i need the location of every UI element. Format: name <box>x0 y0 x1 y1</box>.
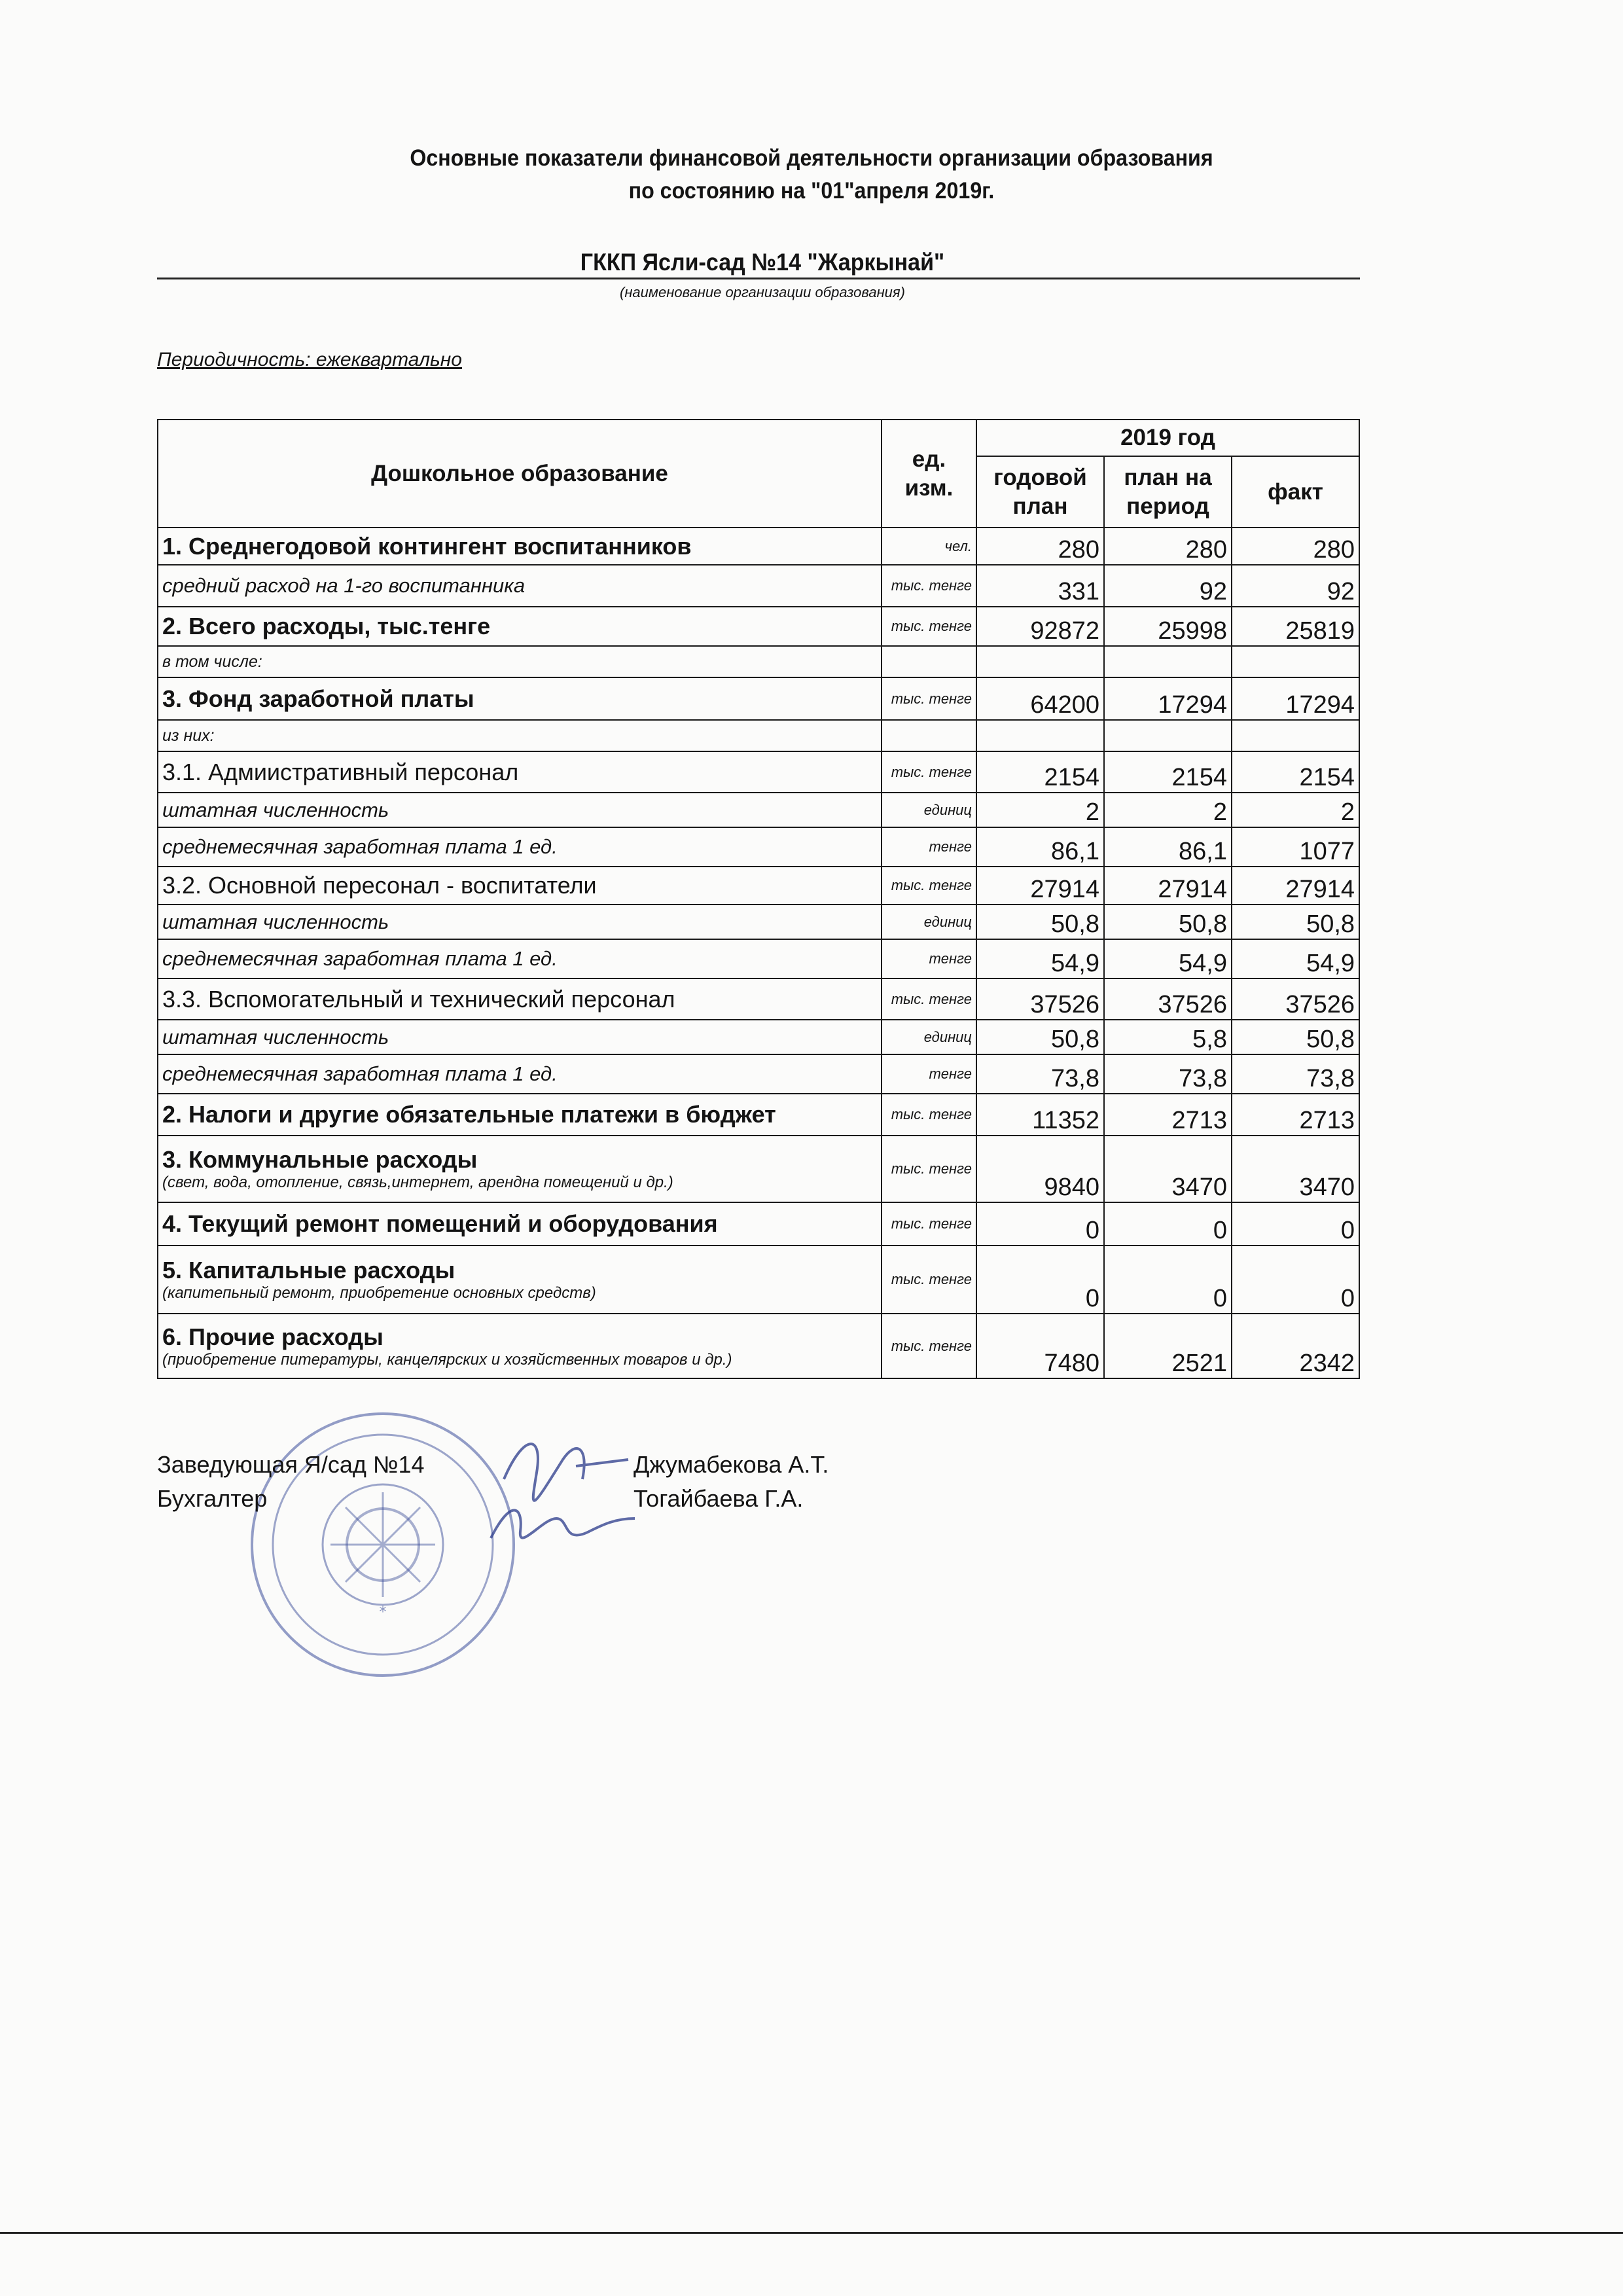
row-period <box>1104 646 1232 677</box>
row-name: среднемесячная заработная плата 1 ед. <box>158 827 882 867</box>
row-period: 92 <box>1104 565 1232 607</box>
table-row <box>158 939 1359 978</box>
row-unit: тыс. тенге <box>882 751 976 793</box>
svg-text:*: * <box>379 1604 387 1621</box>
table-row <box>158 528 1359 565</box>
table-row <box>158 607 1359 646</box>
row-fact: 92 <box>1232 565 1359 607</box>
table-row <box>158 677 1359 720</box>
row-fact: 280 <box>1232 528 1359 565</box>
row-annual: 2154 <box>976 751 1104 793</box>
row-unit: тенге <box>882 939 976 978</box>
document-title-line2: по состоянию на "01"апреля 2019г. <box>628 178 995 204</box>
financial-indicators-table <box>157 419 1360 1379</box>
accountant-title: Бухгалтер <box>157 1485 268 1513</box>
signature-names <box>633 1448 829 1516</box>
row-unit: тенге <box>882 1054 976 1094</box>
row-unit <box>882 646 976 677</box>
row-annual: 9840 <box>976 1136 1104 1202</box>
row-period: 5,8 <box>1104 1020 1232 1054</box>
table-row <box>158 905 1359 939</box>
row-period: 86,1 <box>1104 827 1232 867</box>
table-row <box>158 565 1359 607</box>
row-period: 2 <box>1104 793 1232 827</box>
table-row <box>158 978 1359 1020</box>
row-annual: 86,1 <box>976 827 1104 867</box>
row-fact: 2342 <box>1232 1314 1359 1378</box>
row-annual <box>976 646 1104 677</box>
row-annual: 11352 <box>976 1094 1104 1136</box>
header-name-column: Дошкольное образование <box>158 420 882 528</box>
row-unit: тыс. тенге <box>882 1136 976 1202</box>
row-annual: 0 <box>976 1202 1104 1246</box>
organization-caption: (наименование организации образования) <box>620 284 905 300</box>
table-row <box>158 1136 1359 1202</box>
row-period: 2713 <box>1104 1094 1232 1136</box>
table-row <box>158 793 1359 827</box>
row-unit: тыс. тенге <box>882 867 976 905</box>
row-period: 73,8 <box>1104 1054 1232 1094</box>
periodicity-label: Периодичность: ежеквартально <box>157 349 462 370</box>
row-name-cell <box>158 1314 882 1378</box>
row-fact <box>1232 720 1359 751</box>
row-annual: 331 <box>976 565 1104 607</box>
table-row <box>158 720 1359 751</box>
row-unit: единиц <box>882 793 976 827</box>
row-period: 2521 <box>1104 1314 1232 1378</box>
row-period: 3470 <box>1104 1136 1232 1202</box>
row-unit: тыс. тенге <box>882 978 976 1020</box>
row-fact: 27914 <box>1232 867 1359 905</box>
row-note: (капитепьный ремонт, приобретение основных средств) <box>162 1284 596 1302</box>
row-name: штатная численность <box>158 905 882 939</box>
row-fact <box>1232 646 1359 677</box>
table-row <box>158 1246 1359 1314</box>
row-annual: 54,9 <box>976 939 1104 978</box>
row-period: 54,9 <box>1104 939 1232 978</box>
row-fact: 17294 <box>1232 677 1359 720</box>
row-name: 3. Фонд заработной платы <box>158 677 882 720</box>
row-fact: 2154 <box>1232 751 1359 793</box>
row-annual: 2 <box>976 793 1104 827</box>
row-annual: 280 <box>976 528 1104 565</box>
row-name: 2. Всего расходы, тыс.тенге <box>158 607 882 646</box>
accountant-name: Тогайбаева Г.А. <box>633 1485 804 1513</box>
row-fact: 25819 <box>1232 607 1359 646</box>
row-period: 50,8 <box>1104 905 1232 939</box>
row-unit: единиц <box>882 905 976 939</box>
row-annual: 73,8 <box>976 1054 1104 1094</box>
row-annual: 64200 <box>976 677 1104 720</box>
row-unit: тенге <box>882 827 976 867</box>
row-period: 17294 <box>1104 677 1232 720</box>
row-fact: 0 <box>1232 1202 1359 1246</box>
row-unit: тыс. тенге <box>882 565 976 607</box>
row-name: 3.1. Адмиистративный персонал <box>158 751 882 793</box>
row-name: среднемесячная заработная плата 1 ед. <box>158 939 882 978</box>
organization-name: ГККП Ясли-сад №14 "Жаркынай" <box>580 249 945 276</box>
row-fact: 50,8 <box>1232 905 1359 939</box>
row-note: (свет, вода, отопление, связь,интернет, арендна помещений и др.) <box>162 1174 673 1191</box>
row-annual: 37526 <box>976 978 1104 1020</box>
row-name-cell <box>158 1136 882 1202</box>
header-unit-column: ед. изм. <box>882 420 976 528</box>
row-name: из них: <box>158 720 882 751</box>
table-row <box>158 1202 1359 1246</box>
row-period: 0 <box>1104 1246 1232 1314</box>
row-unit: чел. <box>882 528 976 565</box>
row-annual: 50,8 <box>976 1020 1104 1054</box>
document-title-line1: Основные показатели финансовой деятельности организации образования <box>410 145 1213 171</box>
row-name: 5. Капитальные расходы <box>162 1257 455 1283</box>
head-title: Заведующая Я/сад №14 <box>157 1451 425 1478</box>
row-note: (приобретение питературы, канцелярских и хозяйственных товаров и др.) <box>162 1350 732 1369</box>
signature-titles <box>157 1448 425 1516</box>
row-name: штатная численность <box>158 793 882 827</box>
header-annual-plan: годовой план <box>976 456 1104 528</box>
header-period-plan: план на период <box>1104 456 1232 528</box>
row-name: 2. Налоги и другие обязательные платежи в бюджет <box>158 1094 882 1136</box>
row-fact: 54,9 <box>1232 939 1359 978</box>
organization-underline <box>157 278 1360 279</box>
table-row <box>158 827 1359 867</box>
row-fact: 2713 <box>1232 1094 1359 1136</box>
handwritten-signatures <box>484 1420 641 1564</box>
row-period <box>1104 720 1232 751</box>
row-name: средний расход на 1-го воспитанника <box>158 565 882 607</box>
row-name: 3.2. Основной пересонал - воспитатели <box>158 867 882 905</box>
row-name: 4. Текущий ремонт помещений и оборудования <box>158 1202 882 1246</box>
row-fact: 50,8 <box>1232 1020 1359 1054</box>
row-period: 2154 <box>1104 751 1232 793</box>
row-period: 280 <box>1104 528 1232 565</box>
header-fact: факт <box>1232 456 1359 528</box>
row-period: 27914 <box>1104 867 1232 905</box>
row-name: 1. Среднегодовой контингент воспитанников <box>158 528 882 565</box>
row-annual: 50,8 <box>976 905 1104 939</box>
row-period: 25998 <box>1104 607 1232 646</box>
row-unit: тыс. тенге <box>882 677 976 720</box>
table-row <box>158 1054 1359 1094</box>
row-annual: 27914 <box>976 867 1104 905</box>
head-name: Джумабекова А.Т. <box>633 1451 829 1478</box>
row-name: в том числе: <box>158 646 882 677</box>
table-row <box>158 646 1359 677</box>
row-unit: тыс. тенге <box>882 1202 976 1246</box>
table-row <box>158 867 1359 905</box>
table-row <box>158 1094 1359 1136</box>
row-annual: 0 <box>976 1246 1104 1314</box>
row-fact: 2 <box>1232 793 1359 827</box>
row-fact: 0 <box>1232 1246 1359 1314</box>
table-row <box>158 1314 1359 1378</box>
row-unit: тыс. тенге <box>882 607 976 646</box>
page-edge-line <box>0 2232 1623 2234</box>
table-row <box>158 1020 1359 1054</box>
header-year: 2019 год <box>976 420 1359 456</box>
row-fact: 37526 <box>1232 978 1359 1020</box>
row-period: 37526 <box>1104 978 1232 1020</box>
row-name: 3.3. Вспомогательный и технический персонал <box>158 978 882 1020</box>
row-name: штатная численность <box>158 1020 882 1054</box>
row-name: среднемесячная заработная плата 1 ед. <box>158 1054 882 1094</box>
row-unit: тыс. тенге <box>882 1314 976 1378</box>
row-unit: единиц <box>882 1020 976 1054</box>
row-name: 3. Коммунальные расходы <box>162 1146 478 1173</box>
table-row <box>158 751 1359 793</box>
row-fact: 1077 <box>1232 827 1359 867</box>
row-period: 0 <box>1104 1202 1232 1246</box>
row-unit: тыс. тенге <box>882 1246 976 1314</box>
row-annual: 92872 <box>976 607 1104 646</box>
row-annual <box>976 720 1104 751</box>
row-annual: 7480 <box>976 1314 1104 1378</box>
row-name: 6. Прочие расходы <box>162 1323 383 1350</box>
row-fact: 3470 <box>1232 1136 1359 1202</box>
row-fact: 73,8 <box>1232 1054 1359 1094</box>
row-unit <box>882 720 976 751</box>
row-name-cell <box>158 1246 882 1314</box>
row-unit: тыс. тенге <box>882 1094 976 1136</box>
